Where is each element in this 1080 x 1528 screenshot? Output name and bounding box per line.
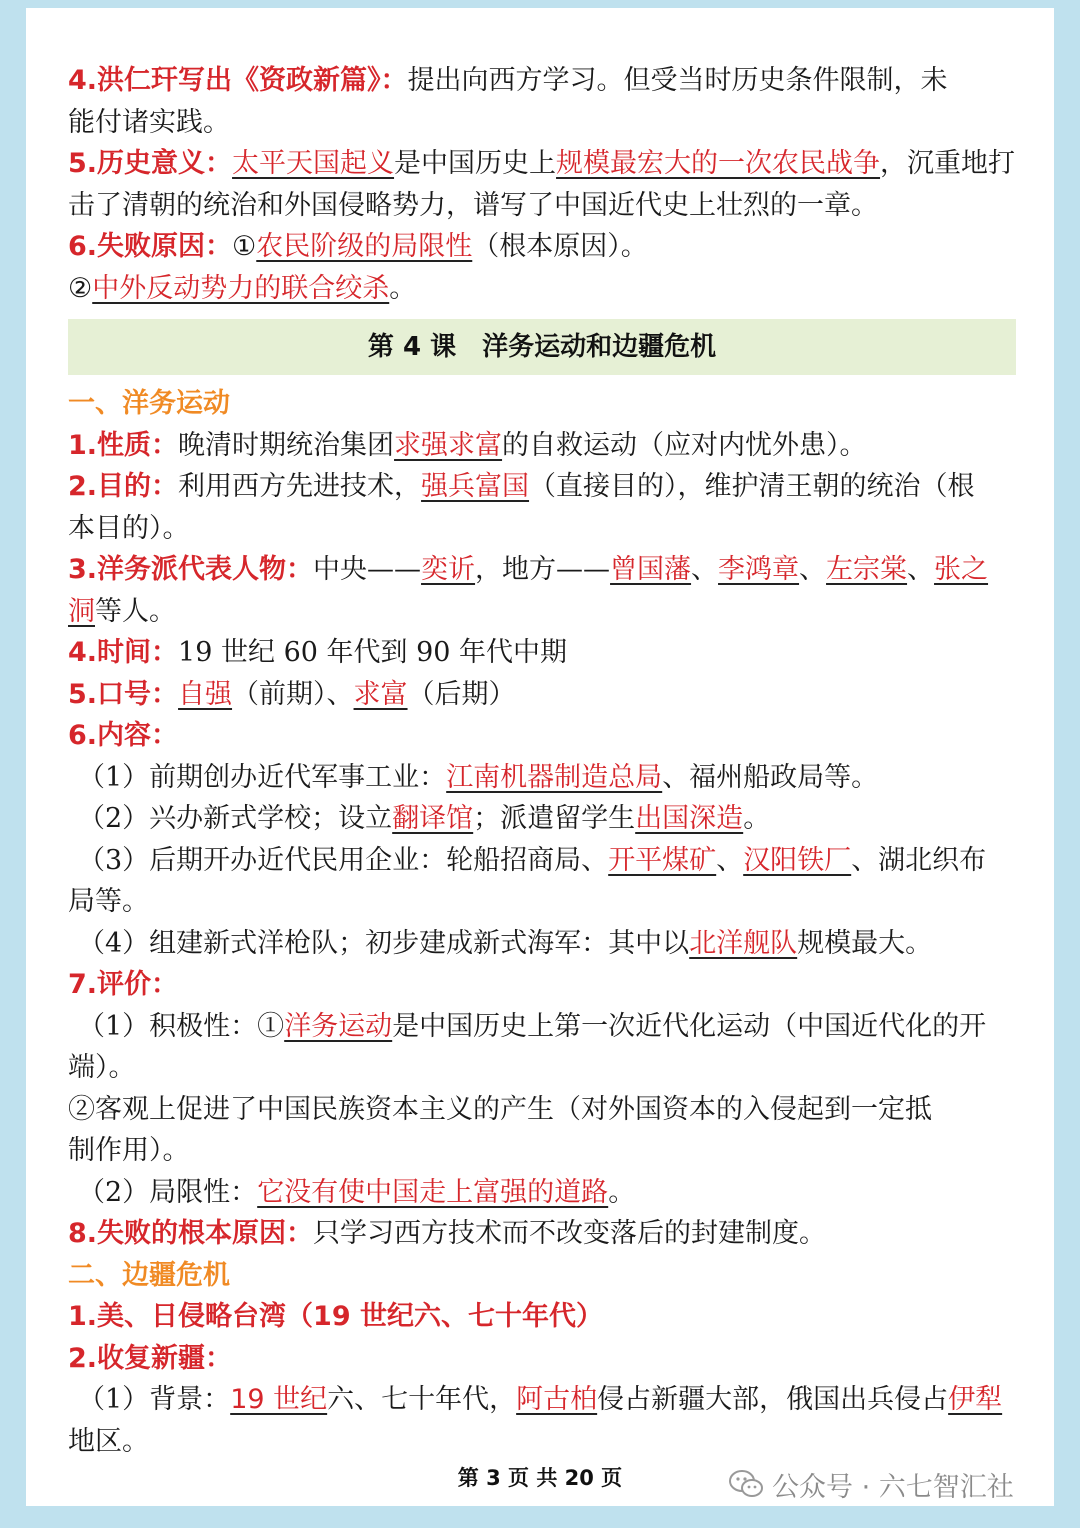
item-text: ，沉重地打: [880, 148, 1016, 179]
item-text: 是中国历史上第一次近代化运动（中国近代化的开: [392, 1010, 987, 1042]
item-text: 利用西方先进技术，: [178, 471, 422, 502]
item-text: ，地方——: [475, 554, 611, 585]
item-failure-reasons: [68, 226, 1016, 268]
item-text: （4）组建新式洋枪队；初步建成新式海军：其中以: [78, 927, 690, 959]
separator: 、: [799, 554, 827, 585]
page-content: [68, 60, 1016, 1462]
item-text: ；派遣留学生: [473, 803, 636, 834]
item-representatives: [68, 549, 1016, 591]
item-text: （3）后期开办近代民用企业：轮船招商局、: [78, 844, 609, 876]
key-term: 洞: [68, 595, 95, 627]
item-text: （1）前期创办近代军事工业：: [78, 761, 447, 793]
circle-number: ②: [68, 272, 93, 304]
item-failure-reason-2: [68, 268, 1016, 310]
key-term: 张之: [934, 554, 989, 585]
item-head: 5.历史意义：: [68, 148, 233, 179]
item-head: 3.洋务派代表人物：: [68, 554, 314, 585]
separator: 、: [691, 554, 719, 585]
item-text: 提出向西方学习。但受当时历史条件限制，未: [407, 65, 948, 96]
evaluation-positive-2: ②客观上促进了中国民族资本主义的产生（对外国资本的入侵起到一定抵: [68, 1093, 932, 1125]
item-hongrengan: [68, 60, 1016, 102]
item-text: 、湖北织布: [851, 844, 987, 876]
item-head: 4.时间：: [68, 637, 179, 668]
watermark-text: 公众号 · 六七智汇社: [772, 1471, 1014, 1503]
item-text-cont: 击了清朝的统治和外国侵略势力，谱写了中国近代史上壮烈的一章。: [68, 189, 878, 221]
item-text: （直接目的），维护清王朝的统治（根: [529, 471, 975, 502]
item-representatives-cont: [68, 591, 1016, 633]
content-point-1: [68, 757, 1016, 799]
key-term: 19 世纪: [230, 1384, 328, 1415]
key-term: 北洋舰队: [689, 927, 798, 959]
lesson-title: 洋务运动和边疆危机: [482, 332, 717, 362]
content-point-4: [68, 923, 1016, 965]
item-head: 1.美、日侵略台湾（19 世纪六、七十年代）: [68, 1301, 604, 1332]
item-text: 是中国历史上: [394, 148, 557, 179]
key-term: 伊犁: [948, 1384, 1003, 1415]
key-term: 农民阶级的局限性: [256, 231, 473, 262]
item-root-cause: [68, 1213, 1016, 1255]
lesson-number: 第 4 课: [367, 332, 457, 362]
item-text-cont: 本目的）。: [68, 512, 190, 544]
key-term: 规模最宏大的一次农民战争: [556, 148, 881, 179]
item-text: （根本原因）。: [472, 231, 648, 262]
item-text: 晚清时期统治集团: [178, 429, 395, 461]
item-head: 6.内容：: [68, 720, 179, 751]
lesson-banner: [68, 319, 1016, 375]
item-text: 规模最大。: [797, 927, 933, 959]
key-term: 出国深造: [635, 803, 744, 834]
item-text: （2）局限性：: [78, 1176, 258, 1208]
key-term: 太平天国起义: [232, 148, 395, 179]
section-heading: 一、洋务运动: [68, 388, 230, 419]
key-term: 洋务运动: [284, 1010, 393, 1042]
content-point-3: [68, 840, 1016, 882]
evaluation-limitation: [68, 1172, 1016, 1214]
item-text: 19 世纪 60 年代到 90 年代中期: [178, 637, 568, 668]
key-term: 自强: [178, 678, 233, 710]
key-term: 翻译馆: [392, 803, 474, 834]
item-nature: [68, 425, 1016, 467]
wechat-icon: [728, 1469, 764, 1499]
key-term: 开平煤矿: [608, 844, 717, 876]
item-head: 2.目的：: [68, 471, 179, 502]
item-text: 中央——: [313, 554, 422, 585]
item-text: 。: [743, 803, 771, 834]
xinjiang-background: [68, 1379, 1016, 1421]
key-term: 江南机器制造总局: [446, 761, 663, 793]
item-text: 的自救运动（应对内忧外患）。: [502, 429, 867, 461]
key-term: 求强求富: [394, 429, 503, 461]
item-head: 8.失败的根本原因：: [68, 1218, 314, 1249]
item-text-cont: 端）。: [68, 1052, 136, 1083]
item-text: （1）背景：: [78, 1384, 231, 1415]
item-text-cont: 局等。: [68, 886, 149, 917]
key-term: 李鸿章: [718, 554, 800, 585]
item-text: 侵占新疆大部，俄国出兵侵占: [597, 1384, 949, 1415]
key-term: 中外反动势力的联合绞杀: [92, 272, 390, 304]
item-text-cont: 能付诸实践。: [68, 106, 230, 138]
item-time: [68, 632, 1016, 674]
key-term: 它没有使中国走上富强的道路: [257, 1176, 609, 1208]
item-text: 、福州船政局等。: [662, 761, 879, 793]
key-term: 求富: [353, 678, 408, 710]
separator: 、: [907, 554, 935, 585]
item-text-cont: 制作用）。: [68, 1135, 190, 1166]
item-text: 等人。: [95, 595, 176, 627]
key-term: 汉阳铁厂: [743, 844, 852, 876]
key-term: 曾国藩: [610, 554, 692, 585]
item-head: 5.口号：: [68, 678, 179, 710]
item-text: 只学习西方技术而不改变落后的封建制度。: [313, 1218, 827, 1249]
item-slogan: [68, 674, 1016, 716]
item-head: 7.评价：: [68, 969, 179, 1000]
item-text-cont: 地区。: [68, 1425, 149, 1457]
key-term: 左宗棠: [826, 554, 908, 585]
evaluation-positive: [68, 1006, 1016, 1048]
item-text: （1）积极性：①: [78, 1010, 285, 1042]
key-term: 奕䜣: [421, 554, 476, 585]
item-head: 4.洪仁玕写出《资政新篇》：: [68, 65, 408, 96]
content-point-2: [68, 798, 1016, 840]
key-term: 强兵富国: [421, 471, 530, 502]
circle-number: ①: [232, 231, 257, 262]
item-text: 六、七十年代，: [327, 1384, 517, 1415]
item-historical-significance: [68, 143, 1016, 185]
item-text: 。: [389, 272, 417, 304]
item-purpose: [68, 466, 1016, 508]
page-number: 第 3 页 共 20 页: [457, 1466, 623, 1490]
item-text: 、: [716, 844, 744, 876]
section-heading: 二、边疆危机: [68, 1259, 230, 1291]
item-head: 2.收复新疆：: [68, 1342, 233, 1374]
item-head: 1.性质：: [68, 429, 179, 461]
item-text: （前期）、: [232, 678, 354, 710]
item-head: 6.失败原因：: [68, 231, 233, 262]
item-text: （2）兴办新式学校；设立: [78, 803, 393, 834]
item-text: 。: [608, 1176, 636, 1208]
key-term: 阿古柏: [516, 1384, 598, 1415]
watermark: [728, 1464, 1014, 1504]
item-text: （后期）: [407, 678, 516, 710]
